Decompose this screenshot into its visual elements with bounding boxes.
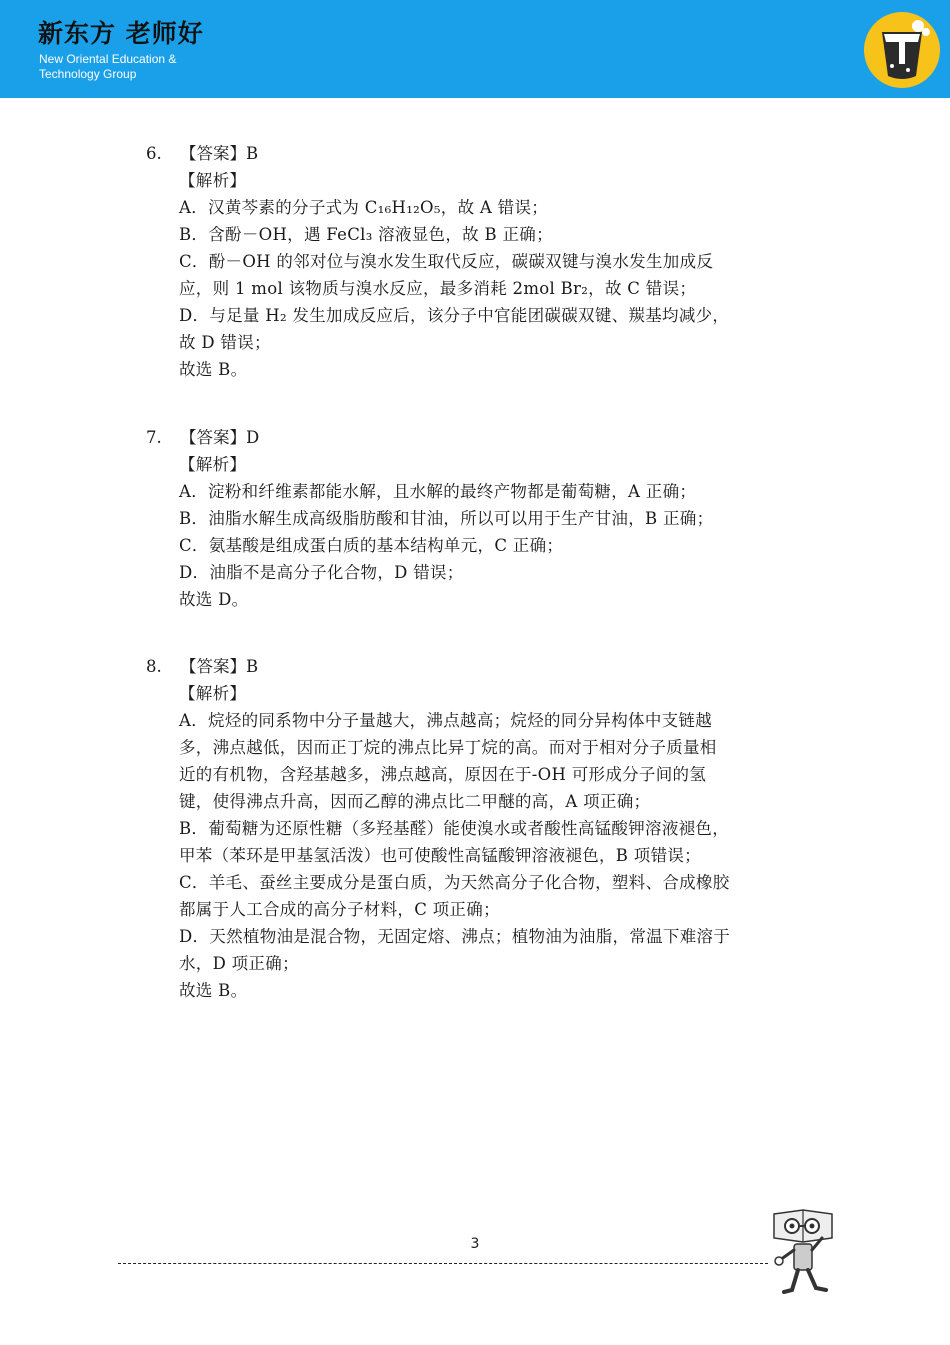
analysis-line: B．油脂水解生成高级脂肪酸和甘油，所以可以用于生产甘油，B 正确； xyxy=(179,509,714,528)
analysis-line: 键，使得沸点升高，因而乙醇的沸点比二甲醚的高，A 项正确； xyxy=(179,792,651,811)
mascot-icon xyxy=(770,1208,836,1298)
analysis-line: B．葡萄糖为还原性糖（多羟基醛）能使溴水或者酸性高锰酸钾溶液褪色， xyxy=(179,819,730,838)
analysis-line: A．烷烃的同系物中分子量越大，沸点越高；烷烃的同分异构体中支链越 xyxy=(179,711,713,730)
analysis-line: 多，沸点越低，因而正丁烷的沸点比异丁烷的高。而对于相对分子质量相 xyxy=(179,738,717,757)
analysis-line: A．淀粉和纤维素都能水解，且水解的最终产物都是葡萄糖，A 正确； xyxy=(179,482,697,501)
brand-en-line1: New Oriental Education & xyxy=(39,52,177,66)
brand-name-en xyxy=(39,52,239,82)
question-8-answer-row xyxy=(146,653,258,680)
analysis-line: 都属于人工合成的高分子材料，C 项正确； xyxy=(179,900,500,919)
answer-label: 【答案】D xyxy=(180,428,260,447)
header-banner xyxy=(0,0,950,98)
footer-divider xyxy=(118,1263,768,1264)
analysis-label: 【解析】 xyxy=(179,684,247,703)
question-7-answer-row xyxy=(146,424,259,451)
analysis-line: D．油脂不是高分子化合物，D 错误； xyxy=(179,563,464,582)
analysis-line: A．汉黄芩素的分子式为 C₁₆H₁₂O₅，故 A 错误； xyxy=(179,198,549,217)
answer-label: 【答案】B xyxy=(180,144,259,163)
logo-icon xyxy=(862,10,942,90)
brand-name-cn: 新东方 老师好 xyxy=(38,19,204,48)
question-number: 8. xyxy=(146,657,162,676)
analysis-line: 故选 B。 xyxy=(179,981,248,1000)
analysis-line: C．氨基酸是组成蛋白质的基本结构单元，C 正确； xyxy=(179,536,564,555)
answer-label: 【答案】B xyxy=(180,657,259,676)
analysis-label: 【解析】 xyxy=(179,455,247,474)
brand-en-line2: Technology Group xyxy=(39,67,137,81)
analysis-line: 近的有机物，含羟基越多，沸点越高，原因在于-OH 可形成分子间的氢 xyxy=(179,765,707,784)
analysis-line: D．天然植物油是混合物，无固定熔、沸点；植物油为油脂，常温下难溶于 xyxy=(179,927,731,946)
question-number: 6. xyxy=(146,144,162,163)
page-number: 3 xyxy=(470,1236,480,1252)
analysis-line: B．含酚－OH，遇 FeCl₃ 溶液显色，故 B 正确； xyxy=(179,225,553,244)
analysis-line: 水，D 项正确； xyxy=(179,954,299,973)
analysis-line: 故选 D。 xyxy=(179,590,249,609)
analysis-line: C．酚－OH 的邻对位与溴水发生取代反应，碳碳双键与溴水发生加成反 xyxy=(179,252,714,271)
analysis-line: C．羊毛、蚕丝主要成分是蛋白质，为天然高分子化合物，塑料、合成橡胶 xyxy=(179,873,730,892)
analysis-line: 应，则 1 mol 该物质与溴水反应，最多消耗 2mol Br₂，故 C 错误； xyxy=(179,279,697,298)
analysis-line: 故选 B。 xyxy=(179,360,248,379)
analysis-line: D．与足量 H₂ 发生加成反应后，该分子中官能团碳碳双键、羰基均减少， xyxy=(179,306,730,325)
analysis-line: 故 D 错误； xyxy=(179,333,271,352)
analysis-line: 甲苯（苯环是甲基氢活泼）也可使酸性高锰酸钾溶液褪色，B 项错误； xyxy=(179,846,701,865)
question-number: 7. xyxy=(146,428,162,447)
analysis-label: 【解析】 xyxy=(179,171,247,190)
question-6-answer-row xyxy=(146,140,258,167)
